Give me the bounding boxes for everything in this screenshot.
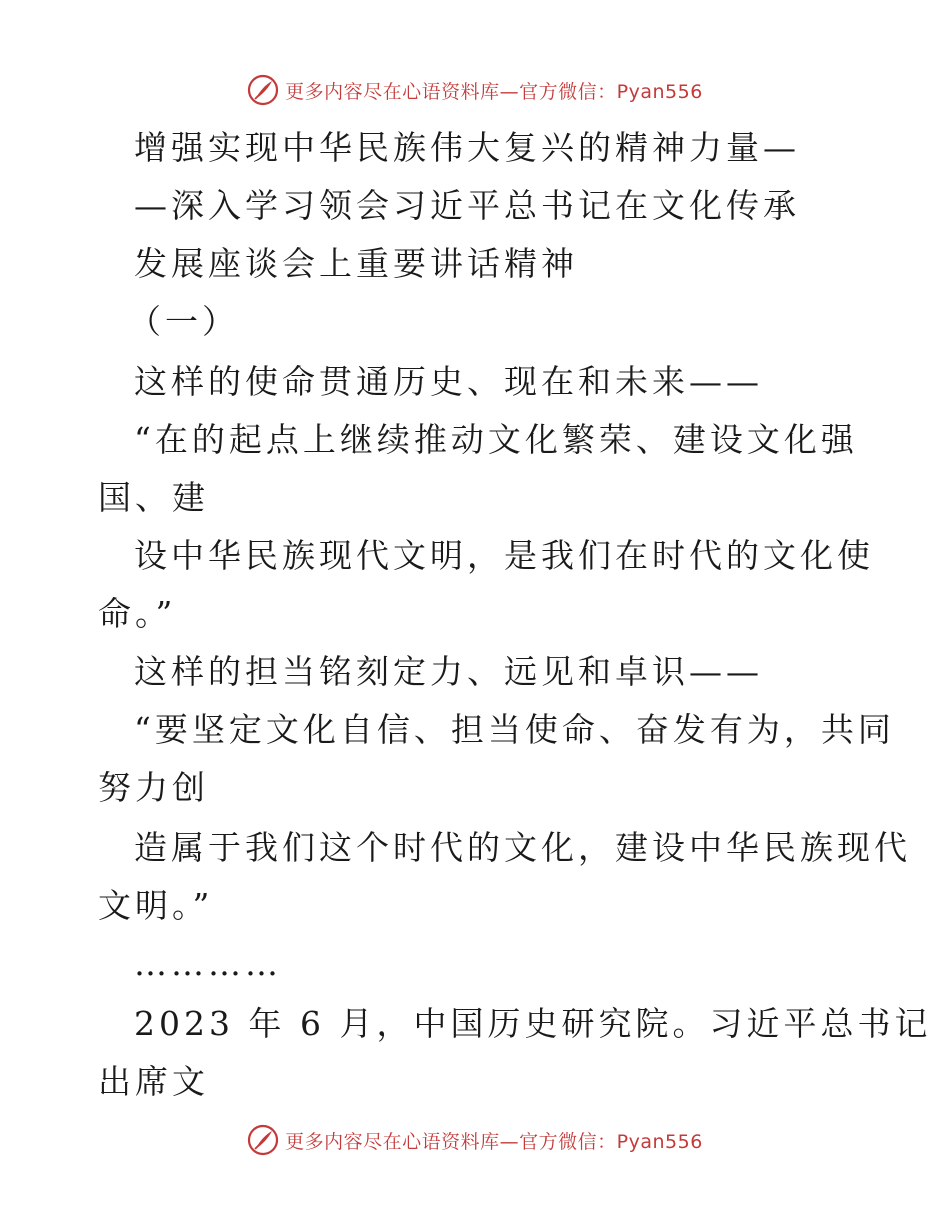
paragraph-line: 这样的使命贯通历史、现在和未来—— <box>134 362 763 401</box>
quote-line: 国、建 <box>98 478 209 517</box>
watermark-text: 更多内容尽在心语资料库—官方微信：Pyan556 <box>285 1130 703 1153</box>
quote-line: “要坚定文化自信、担当使命、奋发有为，共同 <box>134 710 895 749</box>
article-title-line-3: 发展座谈会上重要讲话精神 <box>134 244 578 283</box>
section-heading: （一） <box>128 302 239 341</box>
quote-line: 命。” <box>98 594 177 633</box>
footer-watermark-banner <box>0 1120 950 1160</box>
article-title-line-2: —深入学习领会习近平总书记在文化传承 <box>134 186 800 225</box>
quote-line: 努力创 <box>98 768 209 807</box>
quote-line: 造属于我们这个时代的文化，建设中华民族现代 <box>134 828 911 867</box>
watermark-text: 更多内容尽在心语资料库—官方微信：Pyan556 <box>285 80 703 103</box>
article-title-line-1: 增强实现中华民族伟大复兴的精神力量— <box>134 128 800 167</box>
paragraph-line: 2023 年 6 月，中国历史研究院。习近平总书记 <box>134 1004 932 1043</box>
ellipsis-line: ………… <box>134 944 282 983</box>
paragraph-line: 这样的担当铭刻定力、远见和卓识—— <box>134 652 763 691</box>
quote-line: “在的起点上继续推动文化繁荣、建设文化强 <box>134 420 858 459</box>
quote-line: 设中华民族现代文明，是我们在时代的文化使 <box>134 536 874 575</box>
feather-pen-logo-icon <box>247 1124 279 1156</box>
paragraph-line: 出席文 <box>98 1062 209 1101</box>
quote-line: 文明。” <box>98 886 214 925</box>
